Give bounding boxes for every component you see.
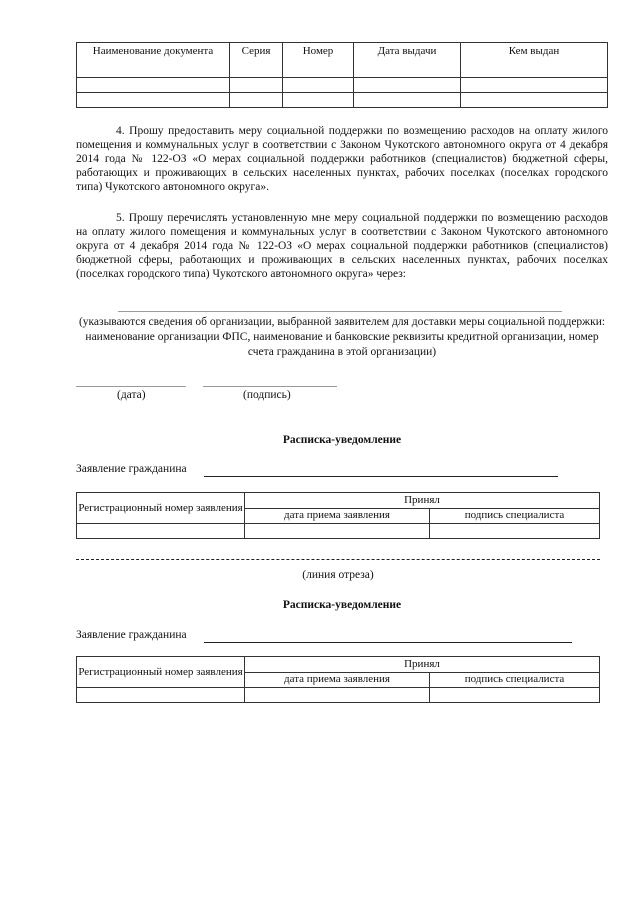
accept-date-header: дата приема заявления bbox=[245, 672, 430, 688]
header-document-name: Наименование документа bbox=[77, 43, 230, 78]
table-cell[interactable] bbox=[354, 78, 461, 93]
table-cell[interactable] bbox=[230, 78, 283, 93]
identity-document-table bbox=[76, 42, 608, 108]
organization-caption: (указываются сведения об организации, выбранной заявителем для доставки меры социальной поддержки: наименование организации ФПС, наименование и банковские реквизиты кредитной организации, номер счета гражданина в этой организации) bbox=[78, 316, 606, 358]
accepted-header: Принял bbox=[245, 493, 600, 509]
table-row bbox=[77, 78, 608, 93]
header-issue-date: Дата выдачи bbox=[354, 43, 461, 78]
table-header-row bbox=[77, 493, 600, 509]
applicant-fill-line[interactable] bbox=[204, 642, 572, 643]
date-fill-line[interactable] bbox=[76, 386, 186, 387]
reg-number-cell[interactable] bbox=[77, 524, 245, 539]
reg-number-header: Регистрационный номер заявления bbox=[77, 493, 245, 524]
table-row bbox=[77, 93, 608, 108]
table-cell[interactable] bbox=[283, 78, 354, 93]
table-header-row bbox=[77, 43, 608, 78]
header-number: Номер bbox=[283, 43, 354, 78]
applicant-label: Заявление гражданина bbox=[76, 629, 187, 641]
accept-date-cell[interactable] bbox=[245, 688, 430, 703]
table-header-row bbox=[77, 657, 600, 673]
receipt-title: Расписка-уведомление bbox=[282, 599, 402, 611]
reg-number-header: Регистрационный номер заявления bbox=[77, 657, 245, 688]
signature-label: (подпись) bbox=[243, 389, 291, 401]
signature-fill-line[interactable] bbox=[203, 386, 337, 387]
applicant-fill-line[interactable] bbox=[204, 476, 558, 477]
organization-fill-line[interactable] bbox=[118, 311, 562, 312]
specialist-signature-header: подпись специалиста bbox=[430, 508, 600, 524]
receipt-registration-table bbox=[76, 656, 600, 703]
table-cell[interactable] bbox=[283, 93, 354, 108]
table-row bbox=[77, 688, 600, 703]
accept-date-cell[interactable] bbox=[245, 524, 430, 539]
table-cell[interactable] bbox=[77, 93, 230, 108]
specialist-signature-cell[interactable] bbox=[430, 688, 600, 703]
header-series: Серия bbox=[230, 43, 283, 78]
table-cell[interactable] bbox=[77, 78, 230, 93]
table-row bbox=[77, 524, 600, 539]
date-label: (дата) bbox=[117, 389, 146, 401]
receipt-registration-table bbox=[76, 492, 600, 539]
applicant-label: Заявление гражданина bbox=[76, 463, 187, 475]
table-cell[interactable] bbox=[461, 78, 608, 93]
accept-date-header: дата приема заявления bbox=[245, 508, 430, 524]
header-issued-by: Кем выдан bbox=[461, 43, 608, 78]
table-cell[interactable] bbox=[461, 93, 608, 108]
table-cell[interactable] bbox=[230, 93, 283, 108]
cut-line bbox=[76, 559, 600, 560]
table-cell[interactable] bbox=[354, 93, 461, 108]
specialist-signature-header: подпись специалиста bbox=[430, 672, 600, 688]
accepted-header: Принял bbox=[245, 657, 600, 673]
paragraph-5: 5. Прошу перечислять установленную мне меру социальной поддержки по возмещению расходов на оплату жилого помещения и коммунальных услуг в соответствии с Законом Чукотского автономного округа от 4 декабря 2014 года № 122-ОЗ «О мерах социальной поддержки работников (специалистов) бюджетной сферы, работающих и проживающих в сельских населенных пунктах, рабочих поселках (поселках городского типа) Чукотского автономного округа» через: bbox=[76, 212, 608, 280]
specialist-signature-cell[interactable] bbox=[430, 524, 600, 539]
paragraph-4: 4. Прошу предоставить меру социальной поддержки по возмещению расходов на оплату жилого помещения и коммунальных услуг в соответствии с Законом Чукотского автономного округа от 4 декабря 2014 года № 122-ОЗ «О мерах социальной поддержки работников (специалистов) бюджетной сферы, работающих и проживающих в сельских населенных пунктах, рабочих поселках (поселках городского типа) Чукотского автономного округа». bbox=[76, 125, 608, 193]
reg-number-cell[interactable] bbox=[77, 688, 245, 703]
receipt-title: Расписка-уведомление bbox=[282, 434, 402, 446]
cut-line-label: (линия отреза) bbox=[302, 569, 374, 581]
